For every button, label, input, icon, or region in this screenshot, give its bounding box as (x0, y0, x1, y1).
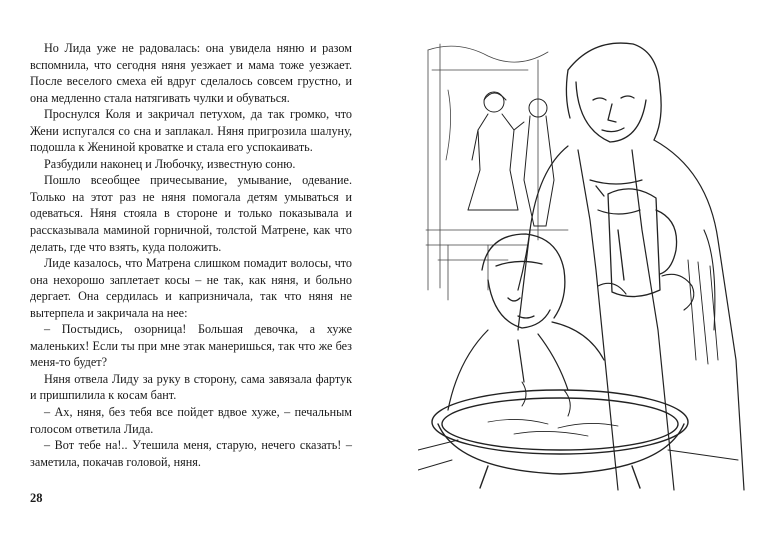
paragraph: Няня отвела Лиду за руку в сторону, сама завязала фартук и пришпилила к косам бант. (30, 371, 352, 403)
paragraph: Проснулся Коля и закричал петухом, да так громко, что Жени испугался со сна и заплакал. Няня пригрозила шалуну, подошла к Жениной кроватке и стала его успокаивать. (30, 107, 352, 155)
paragraph: – Ах, няня, без тебя все пойдет вдвое хуже, – печальным голосом ответила Лида. (30, 405, 352, 436)
paragraph: Но Лида уже не радовалась: она увидела няню и разом вспомнила, что сегодня няня уезжает и мама тоже уезжает. После веселого смеха ей вдруг сделалось совсем грустно, и она медленно стала натягивать чулки и обуваться. (30, 41, 352, 105)
illustration (418, 30, 756, 492)
text-page (30, 40, 352, 470)
paragraph: Пошло всеобщее причесывание, умывание, одевание. Только на этот раз не няня помогала детям умываться и одеваться. Няня стояла в стороне и только показывала и рассказывала маминой горничной, толстой Матрене, как что делать, где что взять, куда положить. (30, 173, 352, 254)
paragraph: Разбудили наконец и Любочку, известную соню. (44, 156, 296, 171)
page-number: 28 (30, 491, 43, 505)
paragraph: Лиде казалось, что Матрена слишком помадит волосы, что она нехорошо заплетает косы – не так, как няня, и больно дергает. Она сердилась и капризничала, так что няня не вытерпела и закричала на нее: (30, 256, 352, 320)
paragraph: – Постыдись, озорница! Большая девочка, а хуже маленьких! Если ты при мне этак манеришься, так что же без меня-то будет? (30, 322, 352, 370)
paragraph: – Вот тебе на!.. Утешила меня, старую, нечего сказать! – заметила, покачав головой, няня. (30, 438, 352, 469)
